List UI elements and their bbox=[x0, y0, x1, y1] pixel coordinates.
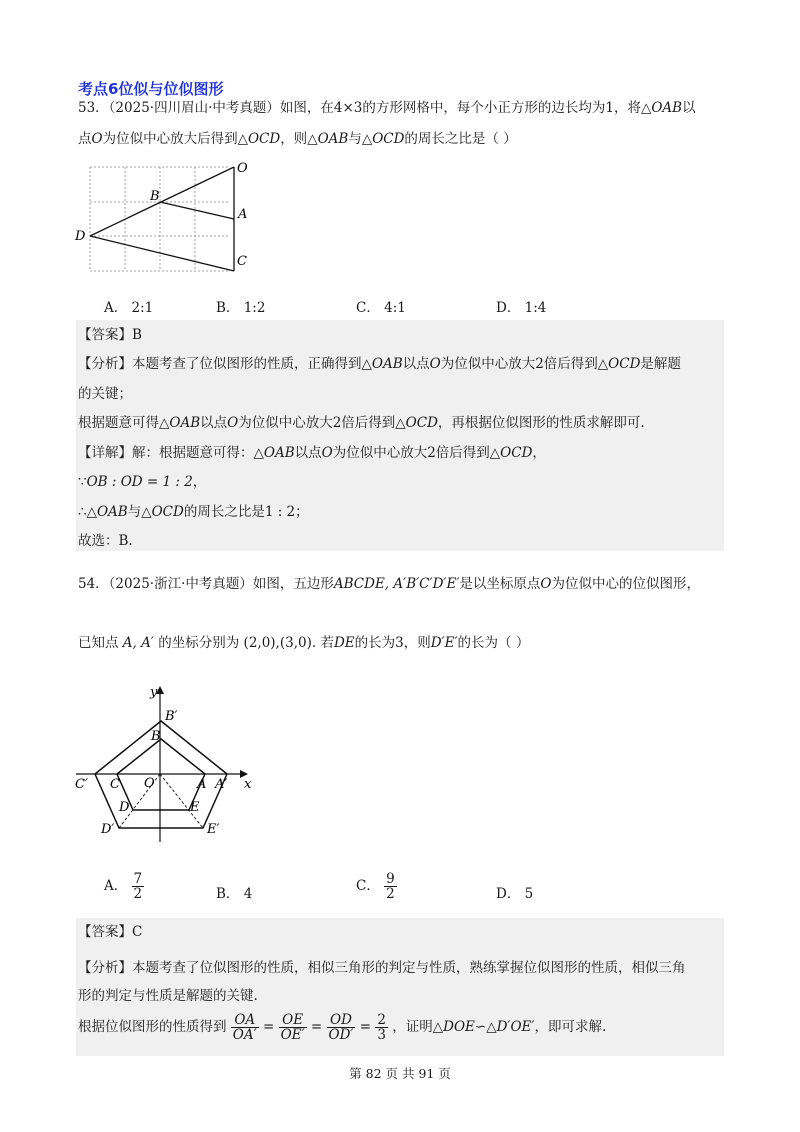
q54-label-d: D bbox=[119, 800, 130, 815]
q54-option-b: B． 4 bbox=[216, 886, 253, 902]
q54-basis: 根据位似图形的性质得到 $\frac{OA}{OA'}$ = $\frac{OE}{OE'}$ = $\frac{OD}{OD'}$ = $\frac{2}{3}$ ，证明△DOE∽△D′OE′，即可求解. bbox=[78, 1012, 607, 1043]
q54-label-b2: B′ bbox=[165, 709, 178, 724]
q53-detail: 【详解】解：根据题意可得：△OAB以点O为位似中心放大2倍后得到△OCD， bbox=[78, 445, 546, 461]
q53-answer: 【答案】B bbox=[78, 327, 142, 343]
q54-label-c2: C′ bbox=[75, 777, 88, 792]
q54-option-a: A． $\frac{7}{2}$ bbox=[104, 871, 143, 902]
q53-label-a: A bbox=[238, 207, 248, 222]
q53-option-b: B． 1:2 bbox=[216, 300, 266, 316]
q54-label-a: A bbox=[197, 777, 207, 792]
q53-choose: 故选：B. bbox=[78, 533, 133, 549]
q54-line1: 54．（2025·浙江·中考真题）如图，五边形ABCDE, A′B′C′D′E′是以坐标原点O为位似中心的位似图形， bbox=[78, 576, 700, 592]
q54-line2: 已知点 A, A′ 的坐标分别为 (2,0),(3,0). 若DE的长为3，则D′E′的长为（ ） bbox=[78, 635, 530, 651]
q53-triangles bbox=[90, 167, 234, 271]
q53-option-a: A． 2:1 bbox=[104, 300, 154, 316]
q53-because: ∵OB : OD = 1 : 2， bbox=[78, 474, 207, 490]
q53-analysis-cont: 的关键； bbox=[78, 386, 132, 402]
q54-label-a2: A′ bbox=[215, 777, 228, 792]
q53-label-b: B bbox=[150, 189, 160, 204]
q53-basis: 根据题意可得△OAB以点O为位似中心放大2倍后得到△OCD，再根据位似图形的性质求解即可. bbox=[78, 415, 645, 431]
q53-analysis: 【分析】本题考查了位似图形的性质，正确得到△OAB以点O为位似中心放大2倍后得到△OCD是解题 bbox=[78, 356, 681, 372]
section-title: 考点6位似与位似图形 bbox=[78, 80, 224, 98]
q53-therefore: ∴△OAB与△OCD的周长之比是1 : 2； bbox=[78, 504, 309, 520]
q53-line1: 53．（2025·四川眉山·中考真题）如图，在4×3的方形网格中，每个小正方形的边长均为1，将△OAB以 bbox=[78, 100, 696, 116]
q54-figure bbox=[72, 680, 272, 850]
q53-grid bbox=[90, 167, 230, 271]
q54-label-o: O bbox=[144, 776, 155, 791]
q54-label-y: y bbox=[150, 685, 158, 700]
page-footer: 第 82 页 共 91 页 bbox=[349, 1066, 451, 1081]
q54-label-e: E bbox=[190, 800, 200, 815]
q54-label-b: B bbox=[151, 729, 161, 744]
q53-line2: 点O为位似中心放大后得到△OCD，则△OAB与△OCD的周长之比是（ ） bbox=[78, 131, 517, 147]
q54-option-d: D． 5 bbox=[496, 886, 534, 902]
q54-label-e2: E′ bbox=[207, 822, 220, 837]
q53-figure bbox=[72, 158, 262, 278]
q54-analysis: 【分析】本题考查了位似图形的性质，相似三角形的判定与性质，熟练掌握位似图形的性质，相似三角 bbox=[78, 960, 686, 976]
q53-label-d: D bbox=[75, 229, 86, 244]
q53-option-c: C． 4:1 bbox=[356, 300, 406, 316]
q54-axes bbox=[76, 686, 248, 842]
q54-label-d2: D′ bbox=[101, 822, 115, 837]
q54-label-x: x bbox=[244, 777, 252, 792]
q53-label-o: O bbox=[237, 161, 248, 176]
q54-answer: 【答案】C bbox=[78, 924, 143, 940]
q54-option-c: C． $\frac{9}{2}$ bbox=[356, 871, 395, 902]
q53-option-d: D． 1:4 bbox=[496, 300, 547, 316]
q54-analysis-cont: 形的判定与性质是解题的关键. bbox=[78, 988, 258, 1004]
q53-label-c: C bbox=[237, 254, 247, 269]
q54-label-c: C bbox=[110, 777, 120, 792]
